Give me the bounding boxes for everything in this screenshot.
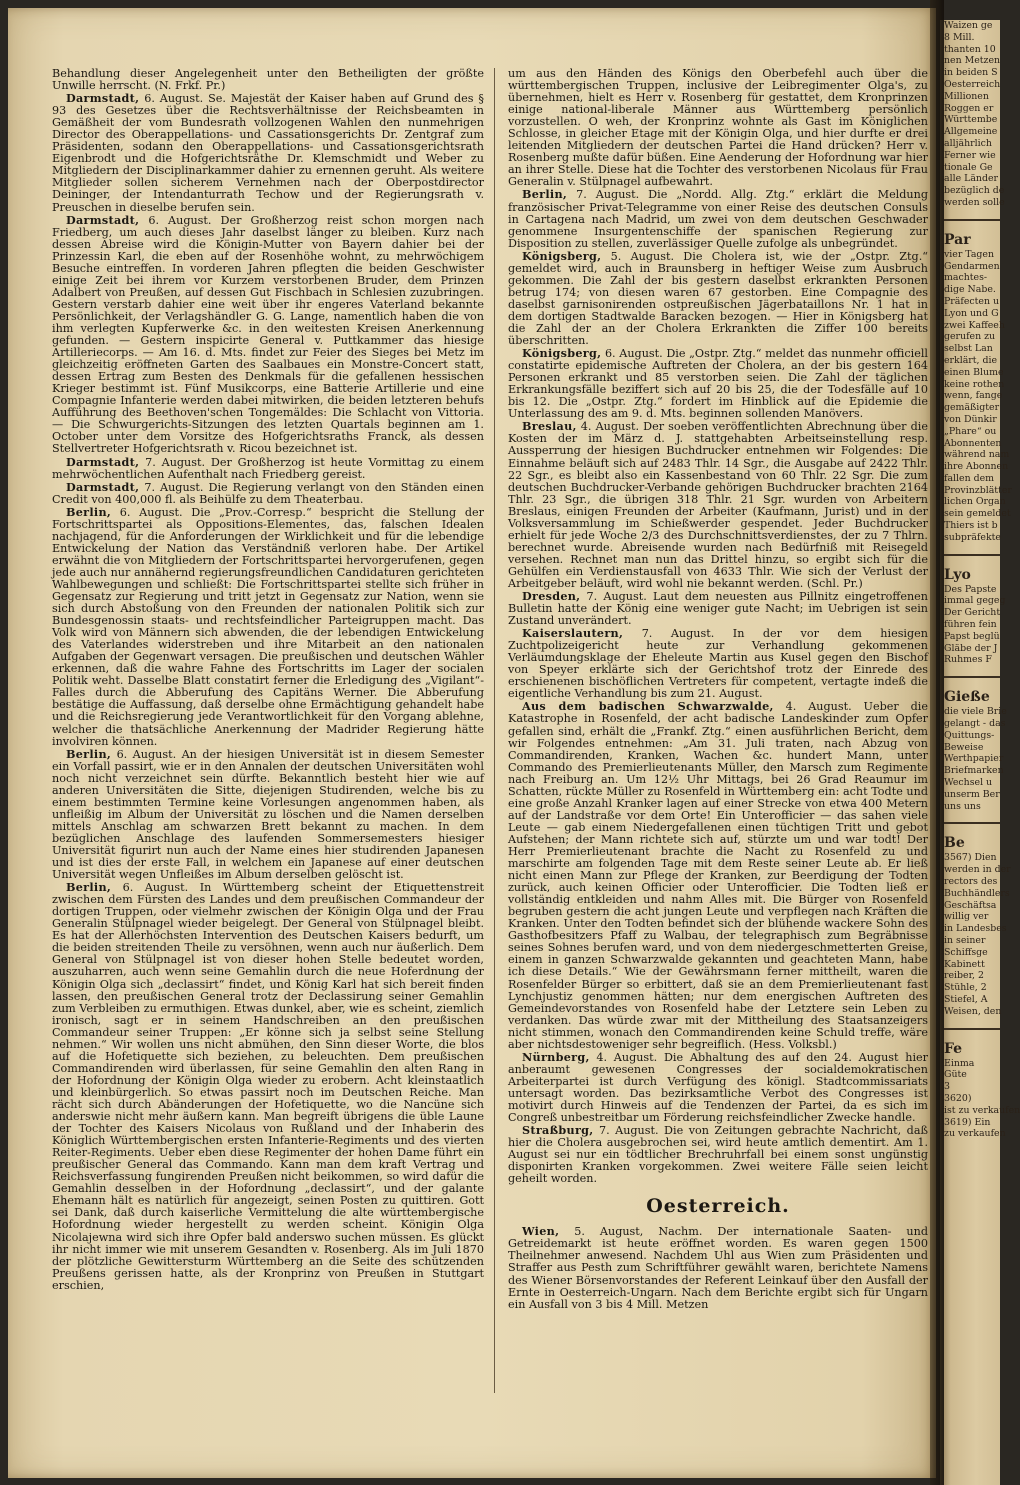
news-article bbox=[508, 347, 928, 420]
edge-text-line: vier Tagen bbox=[944, 248, 995, 260]
dateline-place: Kaiserslautern, bbox=[522, 626, 624, 641]
edge-text-line: willig ver bbox=[944, 911, 989, 923]
edge-text-line: Weisen, den bbox=[944, 1005, 1002, 1017]
dateline-place: Wien, bbox=[522, 1224, 560, 1239]
edge-text-line: Ferner wie bbox=[944, 149, 996, 161]
news-article bbox=[508, 420, 928, 590]
edge-text-line: werden in der bbox=[944, 864, 1011, 876]
news-article bbox=[52, 456, 484, 481]
article-text: 5. August, Nachm. Der internationale Saaten- und Getreidemarkt ist heute eröffnet worden. Es waren gegen 1500 Theilnehmer anwesend. Nachdem Uhl aus Wien zum Präsidenten und Straffer aus Pesth zum Schriftführer gewählt waren, berichtete Namens des Wiener Börsenvorstandes der Referent Leinkauf über den Ausfall der Ernte in Oesterreich-Ungarn. Nach dem Berichte ergibt sich für Ungarn ein Ausfall von 3 bis 4 Mill. Metzen bbox=[508, 1225, 928, 1311]
edge-text-line: Des Papste bbox=[944, 583, 997, 595]
edge-text-line: Lyon und G bbox=[944, 307, 999, 319]
edge-text-line: rectors des bbox=[944, 876, 998, 888]
edge-text-line: Thiers ist b bbox=[944, 520, 998, 532]
column-divider bbox=[494, 68, 495, 1393]
article-text: Behandlung dieser Angelegenheit unter den Betheiligten der größte Unwille herrscht. bbox=[52, 67, 484, 93]
news-article bbox=[508, 1225, 928, 1310]
edge-text-line: Der Gericht bbox=[944, 607, 1001, 619]
edge-text-line: alle Länder bbox=[944, 173, 998, 185]
edge-text-line: uns uns bbox=[944, 800, 981, 812]
dateline-place: Nürnberg, bbox=[522, 1049, 590, 1064]
source-attribution: (Hess. Volksbl.) bbox=[748, 1037, 837, 1051]
edge-heading: Lyo bbox=[944, 566, 971, 583]
edge-text-line: reiber, 2 bbox=[944, 970, 984, 982]
dateline-place: Berlin, bbox=[66, 880, 112, 895]
dateline-place: Straßburg, bbox=[522, 1123, 594, 1138]
dateline-place: Berlin, bbox=[522, 187, 568, 202]
article-text: 6. August. Se. Majestät der Kaiser haben auf Grund des § 93 des Gesetzes über die Rechtsverhältnisse der Reichsbeamten in Gemäßheit der vom Bundesrath vollzogenen Wahlen den nunmehrigen Director des Oberappellations- und Cassationsgerichts Dr. Zentgraf zum Präsidenten, sodann den Oberappellations- und Cassationsgerichtsrath Eigenbrodt und die Hofgerichtsräthe Dr. Klemschmidt und Weber zu Mitgliedern der Disciplinarkammer dahier zu ernennen geruht. Als weitere Mitglieder sollen sicherem Vernehmen nach der Oberpostdirector Deininger, der Intendanturrath Techow und der Regierungsrath v. Preuschen in dieselbe berufen sein. bbox=[52, 92, 485, 214]
edge-text-line: thanten 10 bbox=[944, 43, 996, 55]
article-text: 6. August. Die „Ostpr. Ztg.“ meldet das nunmehr officiell constatirte epidemische Auftreten der Cholera, an der bis gestern 164 Personen erkrankt und 85 verstorben seien. Die Zahl der täglichen Erkrankungsfälle beziffert sich auf 20 bis 25, die der Todesfälle auf 10 bis 12. Die „Ostpr. Ztg.“ fordert im Hinblick auf die Epidemie die Unterlassung des am 9. d. Mts. beginnen sollenden Manövers. bbox=[508, 347, 928, 421]
dateline-place: Darmstadt, bbox=[66, 479, 140, 494]
edge-text-line: zwei Kaffeeh bbox=[944, 319, 1005, 331]
edge-text-line: Schiffsge bbox=[944, 946, 988, 958]
edge-text-line: Briefmarken bbox=[944, 765, 1004, 777]
news-article bbox=[508, 590, 928, 627]
article-text: 4. August. Der soeben veröffentlichten Abrechnung über die Kosten der im März d. J. stattgehabten Arbeitseinstellung resp. Aussperrung der hiesigen Buchdrucker entnehmen wir Folgendes: Die Einnahme beläuft sich auf 2483 Thlr. 14 Sgr., die Ausgabe auf 2422 Thlr. 22 Sgr., es bleibt also ein Kassenbestand von 60 Thlr. 22 Sgr. Die zum deutschen Buchdrucker-Verbande gehörigen Buchdrucker brachten 2164 Thlr. 23 Sgr., die übrigen 318 Thlr. 21 Sgr. wurden von Arbeitern Breslaus, einigen Freunden der Arbeiter (Kaufmann, Jurist) und in der Volksversammlung im Schießwerder gespendet. Jeder Buchdrucker erhielt für jede Woche 2/3 des Durchschnittsverdienstes, der zu 7 Thlrn. berechnet wurde. Abreisende wurden nach Bedürfniß mit Reisegeld versehen. Rechnet man nun das Drittel hinzu, so ergibt sich für die Gehülfen ein Verdienstausfall von 4633 Thlr. Wie sich der Verlust der Arbeitgeber beläuft, wird wohl nie bekannt werden. bbox=[508, 420, 928, 590]
news-article bbox=[52, 881, 484, 1292]
edge-text-line: Beweise bbox=[944, 741, 984, 753]
news-article bbox=[52, 214, 484, 456]
left-column bbox=[52, 68, 484, 1292]
edge-text-line: keine rothen bbox=[944, 378, 1005, 390]
adjacent-page-edge bbox=[940, 20, 1020, 1485]
edge-text-line: Werthpapier bbox=[944, 753, 1004, 765]
dateline-place: Darmstadt, bbox=[66, 91, 140, 106]
dateline-place: Dresden, bbox=[522, 589, 581, 604]
edge-text-line: gemäßigter bbox=[944, 402, 1000, 414]
news-article bbox=[508, 700, 928, 1050]
edge-text-line: Provinzblätter bbox=[944, 484, 1012, 496]
edge-text-line: unserm Ber bbox=[944, 788, 1000, 800]
edge-text-line: werden solle bbox=[944, 196, 1005, 208]
edge-text-line: Ruhmes F bbox=[944, 654, 992, 666]
edge-heading: Par bbox=[944, 231, 971, 248]
right-column bbox=[508, 68, 928, 1311]
edge-text-line: Gendarmen bbox=[944, 260, 1000, 272]
edge-text-line: Güte bbox=[944, 1069, 967, 1081]
article-text: 7. August. Der Großherzog ist heute Vormittag zu einem mehrwöchentlichen Aufenthalt nach Friedberg gereist. bbox=[52, 455, 484, 481]
news-article bbox=[508, 250, 928, 347]
edge-text-line: tionale Ge bbox=[944, 161, 993, 173]
edge-text-line: Oesterreich bbox=[944, 78, 1001, 90]
edge-rule bbox=[944, 822, 1000, 824]
article-text: 6. August. Der Großherzog reist schon morgen nach Friedberg, um auch dieses Jahr daselbst länger zu bleiben. Kurz nach dessen Abreise wird die Königin-Mutter von Bayern dahier bei der Prinzessin Karl, die eben auf der Rosenhöhe wohnt, zu mehrwöchigem Besuche eintreffen. In vorderen Jahren pflegten die beiden Geschwister einige Zeit bei ihrem vor Kurzem verstorbenen Bruder, dem Prinzen Adalbert von Preußen, auf dessen Gut Fischbach in Schlesien zuzubringen. Gestern verstarb dahier eine weit über ihr engeres Vaterland bekannte Persönlichkeit, der Verlagshändler G. G. Lange, namentlich haben die von ihm verlegten Kupferwerke &c. in den weitesten Kreisen Anerkennung gefunden. — Gestern inspicirte General v. Puttkammer das hiesige Artilleriecorps. — Am 16. d. Mts. findet zur Feier des Sieges bei Metz im gleichzeitig eröffneten Garten des Saalbaues ein Monstre-Concert statt, dessen Ertrag zum Besten des Denkmals für die gefallenen hessischen Krieger bestimmt ist. Fünf Musikcorps, eine Batterie Artillerie und eine Compagnie Infanterie werden dabei mitwirken, die beiden letzteren behufs Aufführung des Beethoven'schen Tongemäldes: Die Schlacht von Vittoria. — Die Schwurgerichts-Sitzungen des letzten Quartals beginnen am 1. October unter dem Vorsitze des Hofgerichtsraths Franck, als dessen Stellvertreter Hofgerichtsrath v. Ricou bezeichnet ist. bbox=[52, 213, 484, 456]
edge-text-line: erklärt, die bbox=[944, 354, 998, 366]
edge-text-line: „Phare“ ou bbox=[944, 425, 997, 437]
article-text: 6. August. Die „Prov.-Corresp.“ bespricht die Stellung der Fortschrittspartei als Oppositions-Elementes, das, falschen Idealen nachjagend, für die Anforderungen der Wirklichkeit und für die lebendige Entwickelung der Nation das Verständniß verloren habe. Der Artikel erwähnt die von Mitgliedern der Fortschrittspartei hervorgerufenen, gegen jede auch nur annähernd regierungsfreundlichen Candidaturen gerichteten Wahlbewegungen und schließt: Die Fortschrittspartei stellte sich früher in Gegensatz zur Regierung und tritt jetzt in Gegensatz zur Nation, wenn sie sich durch Abstoßung von den Freunden der nationalen Politik sich zur Bundesgenossin staats- und rechtsfeindlicher Parteigruppen macht. Das Volk wird von Männern sich abwenden, die der lebendigen Entwickelung des Vaterlandes widerstreben und ihre Mitarbeit an den nationalen Aufgaben der Gegenwart versagen. Die preußischen und deutschen Wähler erkennen, daß die wahre Fahne des Fortschritts im Lager der socialen Politik weht. Dasselbe Blatt constatirt ferner die Erledigung des „Vigilant“-Falles durch die Abberufung des Capitäns Werner. Die Abberufung bestätige die Auffassung, daß derselbe ohne Ermächtigung gehandelt habe und die Reichsregierung jede Verantwortlichkeit für den Vorgang ablehne, welcher die thatsächliche Anerkennung der Madrider Regierung hätte involviren können. bbox=[52, 505, 484, 748]
edge-heading: Gieße bbox=[944, 689, 990, 706]
edge-text-line: 3 bbox=[944, 1081, 950, 1093]
edge-text-line: Stühle, 2 bbox=[944, 982, 987, 994]
edge-text-line: Wechsel u bbox=[944, 777, 993, 789]
edge-text-line: Württembe bbox=[944, 114, 998, 126]
dateline-place: Königsberg, bbox=[522, 248, 602, 263]
edge-text-line: ist zu verkaufen bbox=[944, 1104, 1020, 1116]
edge-rule bbox=[944, 219, 1000, 221]
news-article bbox=[508, 627, 928, 700]
news-article bbox=[508, 188, 928, 249]
article-text: 7. August. Laut dem neuesten aus Pillnitz eingetroffenen Bulletin hatte der König eine weniger gute Nacht; im Uebrigen ist sein Zustand unverändert. bbox=[508, 590, 928, 628]
dateline-place: Breslau, bbox=[522, 419, 577, 434]
edge-text-line: 3620) bbox=[944, 1092, 972, 1104]
news-article bbox=[52, 481, 484, 506]
edge-text-line: sein gemeldet bbox=[944, 508, 1011, 520]
edge-text-line: Präfecten u bbox=[944, 295, 1000, 307]
edge-text-line: immal gegeg bbox=[944, 595, 1006, 607]
edge-text-line: Kabinett bbox=[944, 958, 985, 970]
edge-text-line: 8 Mill. bbox=[944, 31, 975, 43]
news-article bbox=[508, 1051, 928, 1124]
edge-text-line: Buchhändlers bbox=[944, 887, 1010, 899]
edge-text-line: alljährlich bbox=[944, 137, 992, 149]
edge-text-line: von Dünkir bbox=[944, 413, 997, 425]
edge-text-line: Quittungs- bbox=[944, 729, 995, 741]
article-text: um aus den Händen des Königs den Oberbefehl auch über die württembergischen Truppen, inclusive der Leibregimenter Olga's, zu übernehmen, hielt es Herr v. Rosenberg für gestattet, dem Kronprinzen einige national-liberale Männer aus Württemberg persönlich vorzustellen. O weh, der Kronprinz wohnte als Gast im Königlichen Schlosse, in gleicher Etage mit der Königin Olga, und hier durfte er drei leitenden Mitgliedern der deutschen Partei die Hand drücken? Herr v. Rosenberg mußte dafür büßen. Eine Aenderung der Hofordnung war hier an ihrer Stelle. Diese hat die Tochter des verstorbenen Nicolaus für Frau Generalin v. Stülpnagel aufbewahrt. bbox=[508, 67, 928, 189]
edge-text-line: 3619) Ein bbox=[944, 1116, 991, 1128]
dateline-place: Berlin, bbox=[66, 746, 112, 761]
edge-text-line: 3567) Dien bbox=[944, 852, 997, 864]
news-article bbox=[508, 1124, 928, 1185]
edge-text-line: Allgemeine bbox=[944, 126, 998, 138]
dateline-place: Darmstadt, bbox=[66, 212, 140, 227]
edge-text-line: Waizen ge bbox=[944, 20, 993, 31]
edge-text-line: Abonnenten bbox=[944, 437, 1002, 449]
news-article bbox=[508, 68, 928, 188]
edge-text-line: gelangt - das bbox=[944, 718, 1006, 730]
edge-text-line: während nam bbox=[944, 449, 1010, 461]
article-text: 7. August. Die „Nordd. Allg. Ztg.“ erklärt die Meldung französischer Privat-Telegramme von einer Reise des deutschen Consuls in Cartagena nach Madrid, um zwei von dem deutschen Geschwader genommene Insurgentenschiffe der spanischen Regierung zur Disposition zu stellen, zuverlässiger Quelle zufolge als unbegründet. bbox=[508, 188, 928, 250]
edge-text-line: gerufen zu bbox=[944, 331, 996, 343]
edge-heading: Fe bbox=[944, 1040, 963, 1057]
article-text: 7. August. In der vor dem hiesigen Zuchtpolizeigericht heute zur Verhandlung gekommenen Verläumdungsklage der Eheleute Martin aus Kusel gegen den Bischof von Speyer erklärte sich der Gerichtshof trotz der Einrede des erschienenen bischöflichen Vertreters für competent, vertagte indeß die eigentliche Verhandlung bis zum 21. August. bbox=[508, 627, 929, 701]
edge-text-line: Einma bbox=[944, 1057, 975, 1069]
edge-text-line: lichen Organ bbox=[944, 496, 1006, 508]
section-heading: Oesterreich. bbox=[646, 1195, 790, 1218]
news-article bbox=[52, 92, 484, 213]
edge-text-line: nen Metzen bbox=[944, 55, 1001, 67]
edge-text-line: Papst beglü bbox=[944, 630, 1000, 642]
article-text: 6. August. An der hiesigen Universität ist in diesem Semester ein Vorfall passirt, wie er in den Annalen der deutschen Universitäten wohl noch nicht verzeichnet sein dürfte. Bekanntlich besteht hier wie auf anderen Universitäten die Sitte, diejenigen Studirenden, welche bis zu einem bestimmten Termine keine Vorlesungen angenommen haben, als unfleißig im Album der Universität zu löschen und die Namen derselben mittels Anschlag am schwarzen Brett bekannt zu machen. In dem bezüglichen Anschlage des laufenden Sommersemesters hiesiger Universität figurirt nun auch der Name eines hier studirenden Japanesen und ist dies der erste Fall, in welchem ein Japanese auf einer deutschen Universität wegen Unfleißes im Album derselben gelöscht ist. bbox=[52, 747, 484, 882]
edge-text-line: fallen dem bbox=[944, 472, 995, 484]
news-article bbox=[52, 68, 484, 92]
edge-text-line: führen fein bbox=[944, 619, 997, 631]
edge-text-line: in beiden S bbox=[944, 67, 998, 79]
edge-text-line: ihre Abonnen bbox=[944, 461, 1009, 473]
dateline-place: Königsberg, bbox=[522, 346, 602, 361]
news-article bbox=[52, 506, 484, 748]
edge-rule bbox=[944, 676, 1000, 678]
dateline-place: Berlin, bbox=[66, 504, 112, 519]
edge-text-line: dige Nabe. bbox=[944, 284, 996, 296]
edge-rule bbox=[944, 554, 1000, 556]
dateline-place: Darmstadt, bbox=[66, 454, 140, 469]
adjacent-page-text bbox=[944, 20, 1020, 1140]
edge-text-line: bezüglich de bbox=[944, 185, 1005, 197]
edge-text-line: Gläbe der J bbox=[944, 642, 998, 654]
dateline-place: Aus dem badischen Schwarzwalde, bbox=[522, 699, 774, 714]
edge-text-line: die viele Brie bbox=[944, 706, 1007, 718]
edge-text-line: Millionen bbox=[944, 90, 989, 102]
edge-text-line: einen Blume bbox=[944, 366, 1004, 378]
edge-text-line: machtes- bbox=[944, 272, 988, 284]
edge-heading: Be bbox=[944, 835, 965, 852]
edge-text-line: Roggen er bbox=[944, 102, 994, 114]
article-text: 4. August. Ueber die Katastrophe in Rosenfeld, der acht badische Landeskinder zum Opfer gefallen sind, erhält die „Frankf. Ztg.“ einen ausführlichen Bericht, dem wir Folgendes entnehmen: „Am 31. Juli traten, nach Abzug von Commandirenden, Kranken, Wachen &c. hundert Mann, unter Commando des Premierlieutenants Müller, den Marsch zum Regimente nach Freiburg an. Um 12½ Uhr Mittags, bei 26 Grad Reaumur im Schatten, rückte Müller zu Rosenfeld in Württemberg ein: acht Todte und eine große Anzahl Kranker lagen auf einer Strecke von etwa 400 Metern auf der Landstraße vor dem Orte! Ein Unterofficier — das sahen viele Leute — gab einem Niedergefallenen einen tüchtigen Tritt und gebot Aufstehen; der Mann richtete sich auf, stürzte um und war todt! Der Herr Premierlieutenant brachte die Nacht zu Rosenfeld zu und marschirte am folgenden Tage mit dem Reste seiner Leute ab. Er ließ nicht einen Mann zur Pflege der Kranken, zur Beerdigung der Todten zurück, auch keinen Officier oder Unterofficier. Die Todten ließ er vollständig entkleiden und nahm Alles mit. Die Bürger von Rosenfeld begruben gestern die acht jungen Leute und verpflegen nach Kräften die Kranken. Unter den Todten befindet sich der blühende wackere Sohn des Gasthofbesitzers Pfaff zu Walbau, der telegraphisch zum Begräbnisse seines Sohnes berufen ward, und von dem niedergeschmetterten Greise, einem in ganzen Schwarzwalde gekannten und geachteten Mann, habe ich diese Details.“ Wie der Gewährsmann ferner mittheilt, waren die Rosenfelder Bürger so erbittert, daß sie an dem Premierlieutenant fast Lynchjustiz genommen hätten; nur dem energischen Auftreten des Gemeindevorstandes von Rosenfeld habe der Letztere sein Leben zu verdanken. Das würde zwar mit der Mittheilung des Staatsanzeigers nicht stimmen, wonach den Commandirenden keine Schuld treffe, wäre aber nichtsdestoweniger sehr begreiflich. bbox=[508, 700, 929, 1051]
article-text: 7. August. Die von Zeitungen gebrachte Nachricht, daß hier die Cholera ausgebrochen sei, wird heute amtlich dementirt. Am 1. August sei nur ein tödtlicher Brechruhrfall bei einem sonst ungünstig disponirten Kranken vorgekommen. Zwei weitere Fälle seien leicht geheilt worden. bbox=[508, 1124, 928, 1186]
edge-text-line: wenn, fange bbox=[944, 390, 1003, 402]
edge-text-line: Stiefel, A bbox=[944, 993, 988, 1005]
article-text: 6. August. In Württemberg scheint der Etiquettenstreit zwischen dem Fürsten des Landes und dem preußischen Commandeur der dortigen Truppen, oder vielmehr zwischen der Königin Olga und der Frau Generalin Stülpnagel wieder beigelegt. Der General von Stülpnagel bleibt. Es hat der Allerhöchsten Intervention des Deutschen Kaisers bedurft, um die beiden streitenden Theile zu versöhnen, wenn auch nur äußerlich. Dem General von Stülpnagel ist von dieser hohen Stelle bedeutet worden, auszuharren, auch wenn seine Gemahlin durch die neue Hoferdnung der Königin Olga sich „declassirt“ findet, und König Karl hat sich bereit finden lassen, den preußischen General trotz der Declassirung seiner Gemahlin zum Verbleiben zu ermuthigen. Etwas dunkel, aber, wie es scheint, ziemlich ironisch, sagt er in seinem Handschreiben an den preußischen Commandeur seiner Truppen: „Er könne sich ja selbst seine Stellung nehmen.“ Wir wollen uns nicht abmühen, den Sinn dieser Worte, die blos auf die Hofetiquette sich beziehen, zu beleuchten. Dem preußischen Commandirenden wird überlassen, für seine Gemahlin den alten Rang in der Hofordnung der Königin Olga wieder zu erobern. Acht kleinstaatlich und kleinbürgerlich. So etwas passirt noch im Deutschen Reiche. Man rächt sich durch Abänderungen der Hofetiquette, wo die Nancüne sich anderswie nicht mehr äußern kann. Man begreift übrigens die üble Laune der Tochter des Kaisers Nicolaus von Rußland und der Inhaberin des Königlich Württembergischen ersten Infanterie-Regiments und des vierten Reiter-Regiments. Ueber eben diese Regimenter der hohen Dame führt ein preußischer General das Commando. Kann man dem kraft Vertrag und Reichsverfassung fungirenden Preußen nicht beikommen, so wird dafür die Gemahlin desselben in der Hofordnung „declassirt“, und der galante Ehemann hält es natürlich für angezeigt, seinen Posten zu quittiren. Gott sei Dank, daß durch kaiserliche Vermittelung die alte württembergische Hofordnung wieder hergestellt zu werden scheint. Königin Olga Nicolajewna wird sich ihre Opfer bald anderswo suchen müssen. Es glückt ihr nicht immer wie mit unserem Gesandten v. Rosenberg. Als im Juli 1870 der plötzliche Gewittersturm Württemberg an die Seite des schützenden Preußens gerissen hatte, als der Kronprinz von Preußen in Stuttgart erschien, bbox=[52, 881, 484, 1292]
edge-text-line: Geschäftsa bbox=[944, 899, 997, 911]
source-attribution: (N. Frkf. Pr.) bbox=[154, 79, 226, 93]
article-text: 7. August. Die Regierung verlangt von den Ständen einen Credit von 400,000 fl. als Beihülfe zu dem Theaterbau. bbox=[52, 480, 484, 506]
edge-rule bbox=[944, 1028, 1000, 1030]
edge-text-line: in Landesbes bbox=[944, 923, 1007, 935]
news-article bbox=[52, 748, 484, 882]
edge-text-line: subpräfekte bbox=[944, 531, 1001, 543]
article-text: 4. August. Die Abhaltung des auf den 24. August hier anberaumt gewesenen Congresses der socialdemokratischen Arbeiterpartei ist durch Verfügung des königl. Stadtcommissariats untersagt worden. Das bezirksamtliche Verbot des Congresses ist motivirt durch Hinweis auf die Tendenzen der Partei, da es sich im Congreß unbestreitbar um Förderung reichsfeindlicher Zwecke handle. bbox=[508, 1050, 928, 1125]
edge-text-line: selbst Lan bbox=[944, 343, 993, 355]
source-attribution: (Schl. Pr.) bbox=[806, 576, 863, 590]
article-text: 5. August. Die Cholera ist, wie der „Ostpr. Ztg.“ gemeldet wird, auch in Braunsberg in heftiger Weise zum Ausbruch gekommen. Die Zahl der bis gestern daselbst erkrankten Personen betrug 174; von diesen waren 67 gestorben. Eine Compagnie des daselbst garnisonirenden ostpreußischen Jägerbataillons Nr. 1 hat in dem dortigen Stadtwalde Baracken bezogen. — Hier in Königsberg hat die Zahl der an der Cholera Erkrankten die Ziffer 100 bereits überschritten. bbox=[508, 249, 928, 348]
edge-text-line: in seiner bbox=[944, 935, 986, 946]
binding-gutter bbox=[930, 0, 944, 1485]
edge-text-line: zu verkaufen bbox=[944, 1128, 1006, 1140]
